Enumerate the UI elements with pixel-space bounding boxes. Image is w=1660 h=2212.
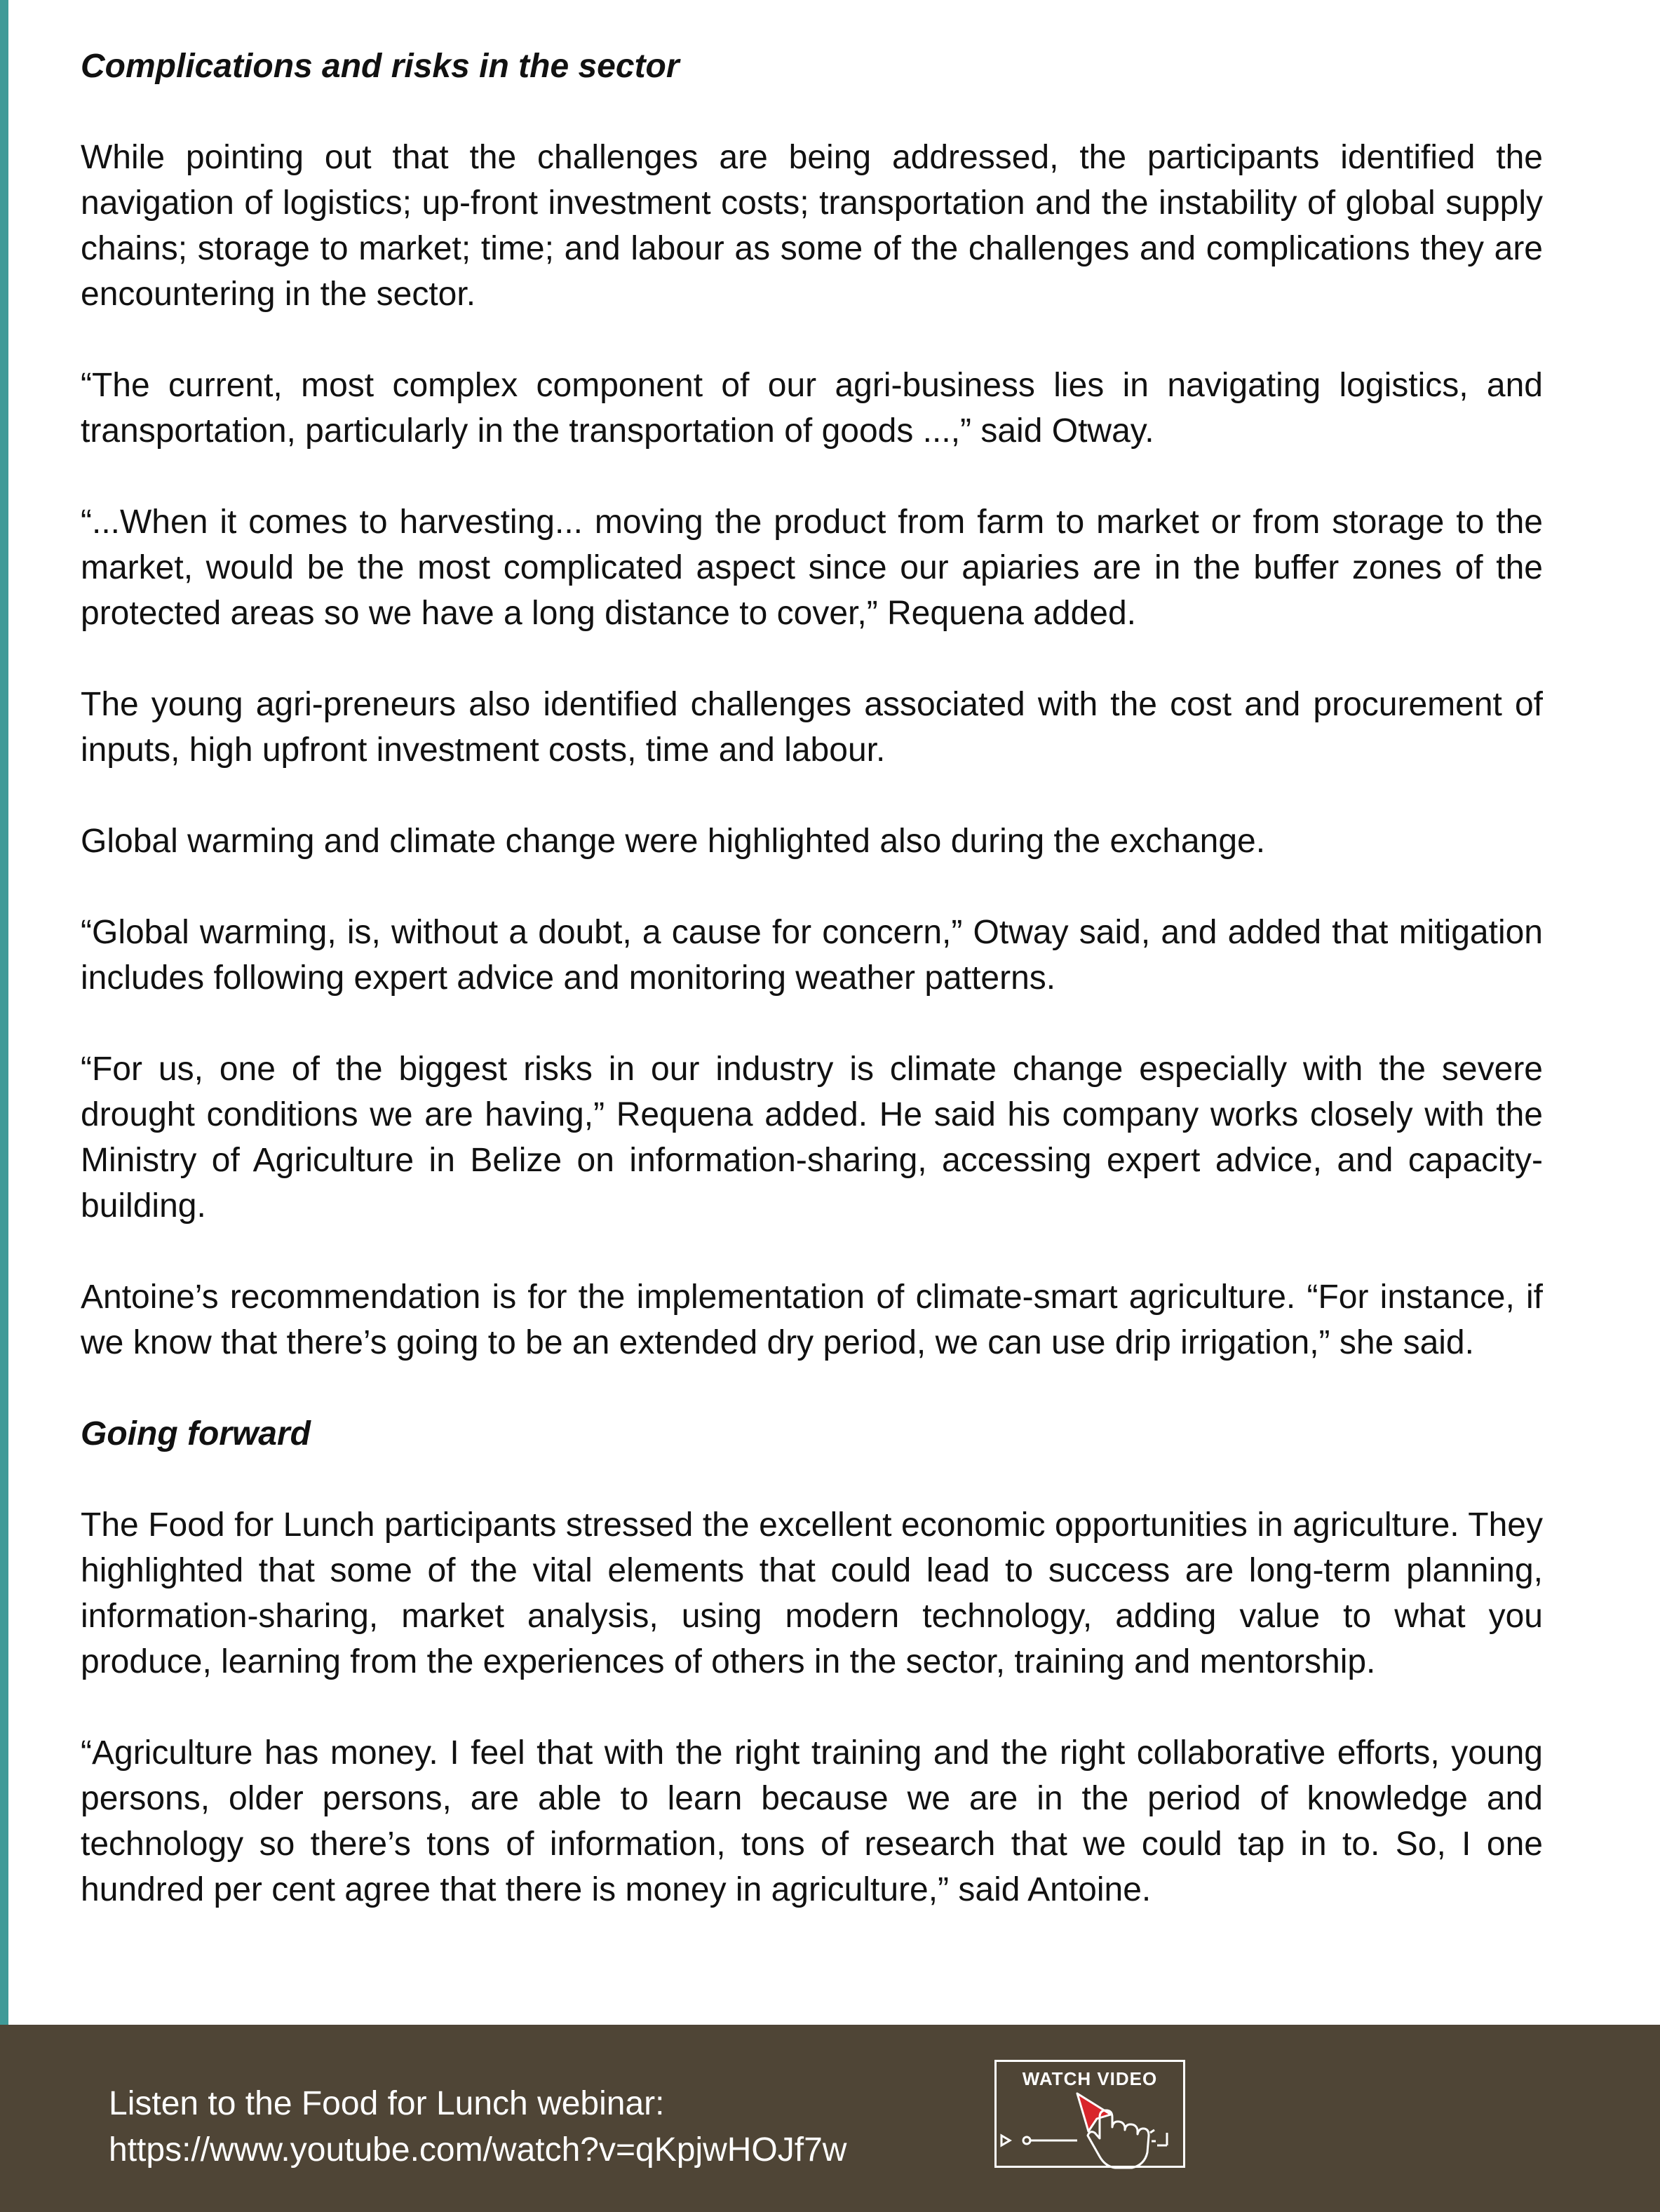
paragraph: “The current, most complex component of our agri-business lies in navigating logistics, and transportation, particularly in the transportation of goods ...,” said Otway. <box>81 367 1543 450</box>
webinar-info <box>109 2081 846 2173</box>
paragraph: Global warming and climate change were highlighted also during the exchange. <box>81 823 1266 860</box>
paragraph: The young agri-preneurs also identified challenges associated with the cost and procurement of inputs, high upfront investment costs, time and labour. <box>81 686 1543 769</box>
webinar-caption: Listen to the Food for Lunch webinar: <box>109 2085 665 2122</box>
footer-banner <box>0 2025 1660 2212</box>
watch-video-label: WATCH VIDEO <box>1022 2068 1158 2089</box>
left-accent-bar <box>0 0 8 2027</box>
webinar-link[interactable]: https://www.youtube.com/watch?v=qKpjwHOJf7w <box>109 2131 847 2169</box>
paragraph: “Agriculture has money. I feel that with the right training and the right collaborative efforts, young persons, older persons, are able to learn because we are in the period of knowledge and technology so there’s tons of information, tons of research that we could tap in to. So, I one hundred per cent agree that there is money in agriculture,” said Antoine. <box>81 1734 1543 1908</box>
paragraph: “...When it comes to harvesting... moving the product from farm to market or from storage to the market, would be the most complicated aspect since our apiaries are in the buffer zones of the protected areas so we have a long distance to cover,” Requena added. <box>81 504 1543 632</box>
paragraph: “For us, one of the biggest risks in our industry is climate change especially with the severe drought conditions we are having,” Requena added. He said his company works closely with the Ministry of Agriculture in Belize on information-sharing, accessing expert advice, and capacity-building. <box>81 1051 1543 1225</box>
article-body <box>81 43 1543 1913</box>
video-play-cursor-icon <box>994 2060 1184 2186</box>
section-heading-going-forward: Going forward <box>81 1415 311 1452</box>
paragraph: While pointing out that the challenges are being addressed, the participants identified the navigation of logistics; up-front investment costs; transportation and the instability of global supply chains; storage to market; time; and labour as some of the challenges and complications they are encountering in the sector. <box>81 139 1543 313</box>
paragraph: “Global warming, is, without a doubt, a cause for concern,” Otway said, and added that mitigation includes following expert advice and monitoring weather patterns. <box>81 914 1543 997</box>
paragraph: The Food for Lunch participants stressed the excellent economic opportunities in agriculture. They highlighted that some of the vital elements that could lead to success are long-term planning, information-sharing, market analysis, using modern technology, adding value to what you produce, learning from the experiences of others in the sector, training and mentorship. <box>81 1506 1543 1680</box>
watch-video-button[interactable] <box>994 2060 1184 2186</box>
paragraph: Antoine’s recommendation is for the implementation of climate-smart agriculture. “For instance, if we know that there’s going to be an extended dry period, we can use drip irrigation,” she said. <box>81 1279 1543 1361</box>
section-heading-complications: Complications and risks in the sector <box>81 48 680 85</box>
